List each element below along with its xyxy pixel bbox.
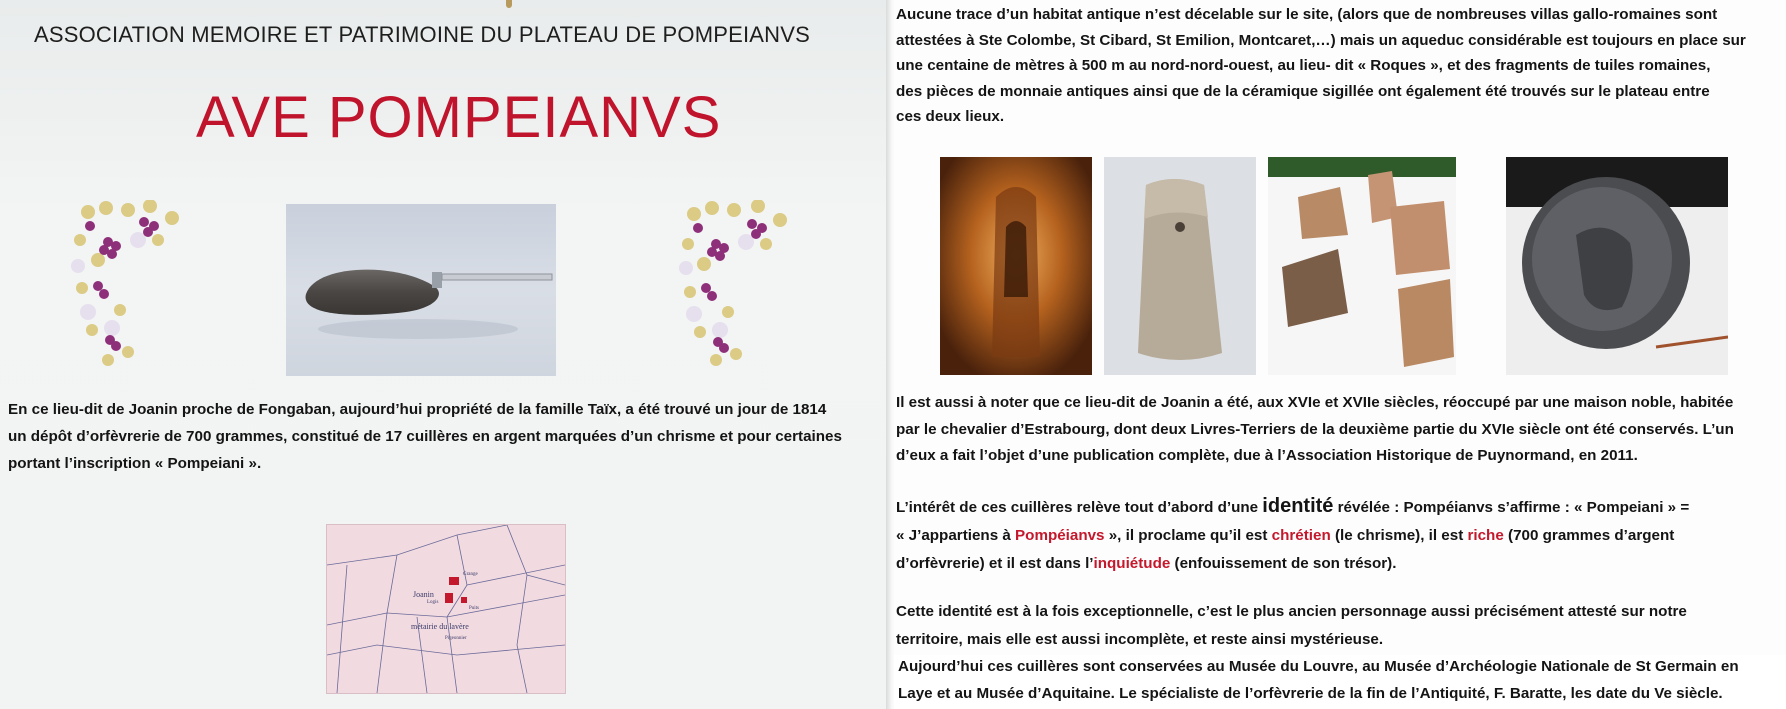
roman-coin-photo [1506, 157, 1728, 375]
cadastral-map [326, 524, 566, 694]
text-segment: révélée : Pompéianvs s’affirme : « Pompeiani » = [1333, 499, 1690, 516]
text-line: d’eux a fait l’objet d’une publication complète, due à l’Association Historique de Puynormand, en 2011. [896, 447, 1638, 464]
spoon-photo [286, 204, 556, 376]
discovery-paragraph [8, 396, 884, 477]
text-line: Aucune trace d’un habitat antique n’est décelable sur le site, (alors que de nombreuses villas gallo-romaines sont [896, 6, 1718, 23]
text-line: Laye et au Musée d’Aquitaine. Le spécialiste de l’orfèvrerie de la fin de l’Antiquité, F. Baratte, les date du Ve siècle. [898, 685, 1723, 702]
map-label: Grange [463, 572, 478, 577]
text-segment: (enfouissement de son trésor). [1170, 555, 1397, 572]
identity-paragraph [896, 492, 1784, 578]
grape-vine-illustration-left [68, 200, 188, 370]
text-line: Aujourd’hui ces cuillères sont conservées au Musée du Louvre, au Musée d’Archéologie Nationale de St Germain en [898, 658, 1739, 675]
text-line: attestées à Ste Colombe, St Cibard, St Emilion, Montcaret,…) mais un aqueduc considérable est toujours en place sur [896, 31, 1746, 49]
text-line: des pièces de monnaie antiques ainsi que de la céramique sigillée ont également été trouvés sur le plateau entre [896, 82, 1710, 100]
tile-fragments-photo [1268, 157, 1456, 375]
stone-weight-photo [1104, 157, 1256, 375]
text-line: territoire, mais elle est aussi incomplète, et reste ainsi mystérieuse. [896, 631, 1384, 648]
left-panel [0, 0, 888, 709]
text-segment: L’intérêt de ces cuillères relève tout d’abord d’une [896, 499, 1263, 516]
text-line: un dépôt d’orfèvrerie de 700 grammes, constitué de 17 cuillères en argent marquées d’un chrisme et pour certaines [8, 428, 842, 445]
exceptional-paragraph [896, 598, 1784, 654]
text-line: une centaine de mètres à 500 m au nord-nord-ouest, au lieu- dit « Roques », et des fragments de tuiles romaines, [896, 57, 1711, 74]
page-title: AVE POMPEIANVS [196, 85, 722, 150]
map-label: Pigeonnier [445, 636, 467, 641]
text-segment: d’orfèvrerie) et il est dans l’ [896, 555, 1094, 572]
aqueduct-photo [940, 157, 1092, 375]
text-segment: « J’appartiens à [896, 527, 1016, 544]
site-paragraph [896, 2, 1784, 130]
map-label: métairie du lavère [411, 622, 469, 631]
map-label: Puits [469, 606, 480, 611]
identity-emphasis: identité [1262, 495, 1334, 517]
noble-house-paragraph [896, 390, 1784, 470]
highlight-chretien: chrétien [1271, 527, 1331, 544]
text-segment: », il proclame qu’il est [1104, 527, 1272, 544]
text-line: En ce lieu-dit de Joanin proche de Fongaban, aujourd’hui propriété de la famille Taïx, a été trouvé un jour de 1814 [8, 401, 827, 418]
text-segment: (700 grammes d’argent [1503, 527, 1675, 544]
text-line: Cette identité est à la fois exceptionnelle, c’est le plus ancien personnage aussi précisément attesté sur notre [896, 603, 1687, 620]
text-segment: (le chrisme), il est [1330, 527, 1468, 544]
text-line: ces deux lieux. [896, 108, 1005, 125]
map-label: Joanin [413, 590, 434, 599]
pushpin [506, 0, 512, 8]
text-line: Il est aussi à noter que ce lieu-dit de Joanin a été, aux XVIe et XVIIe siècles, réoccupé par une maison noble, habitée [896, 394, 1734, 411]
highlight-riche: riche [1467, 527, 1504, 544]
museum-paragraph [898, 653, 1784, 707]
association-header: ASSOCIATION MEMOIRE ET PATRIMOINE DU PLATEAU DE POMPEIANVS [34, 22, 811, 47]
text-line [896, 492, 1784, 522]
text-line [896, 550, 1784, 578]
text-line: portant l’inscription « Pompeiani ». [8, 455, 262, 472]
text-line [896, 522, 1784, 550]
text-line: par le chevalier d’Estrabourg, dont deux Livres-Terriers de la deuxième partie du XVIe siècle ont été conservés. L’un [896, 420, 1734, 438]
highlight-inquietude: inquiétude [1093, 555, 1171, 572]
right-panel [894, 0, 1786, 709]
grape-vine-illustration-right [676, 200, 796, 370]
highlight-pompeianvs: Pompéianvs [1015, 527, 1105, 544]
map-label: Logis [427, 600, 439, 605]
